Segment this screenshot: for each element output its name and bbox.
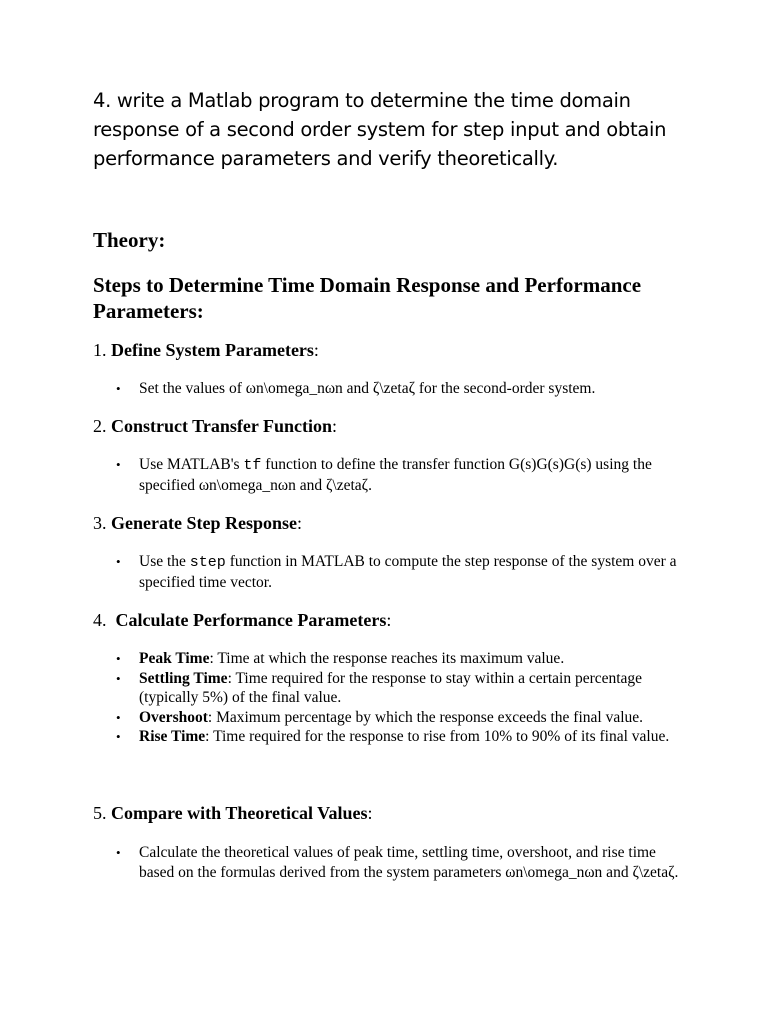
bullet-text: Set the values of ωn\omega_nωn and ζ\zetaζ for the second-order system. bbox=[139, 380, 596, 397]
list-item bbox=[116, 552, 681, 592]
step-number: 4. bbox=[93, 610, 107, 630]
step-5-title bbox=[93, 803, 373, 824]
step-title-text: Construct Transfer Function bbox=[111, 416, 333, 436]
term-overshoot: Overshoot bbox=[139, 708, 208, 726]
code-tf: tf bbox=[243, 457, 262, 474]
bullet-text-pre: Use MATLAB's bbox=[139, 456, 244, 473]
list-item bbox=[116, 669, 681, 708]
list-item bbox=[116, 379, 681, 399]
step-3-title bbox=[93, 513, 302, 534]
bullet-text-post: function in MATLAB to compute the step response of the system over a specified time vector. bbox=[139, 553, 677, 591]
step-title-text: Generate Step Response bbox=[111, 513, 297, 533]
term-description: : Time at which the response reaches its maximum value. bbox=[209, 650, 565, 667]
step-title-suffix: : bbox=[296, 513, 302, 533]
step-3-bullets bbox=[116, 552, 681, 592]
term-description: : Time required for the response to stay within a certain percentage (typically 5%) of the final value. bbox=[139, 669, 643, 706]
step-title-suffix: : bbox=[332, 416, 338, 436]
term-peak-time: Peak Time bbox=[139, 650, 210, 667]
list-item bbox=[116, 455, 681, 495]
question-text: 4. write a Matlab program to determine the time domain response of a second order system for step input and obtain performance parameters and verify theoretically. bbox=[93, 89, 667, 170]
term-description: : Time required for the response to rise from 10% to 90% of its final value. bbox=[205, 728, 670, 745]
step-title-suffix: : bbox=[313, 340, 319, 360]
step-4-bullets bbox=[116, 649, 681, 747]
term-rise-time: Rise Time bbox=[139, 728, 206, 745]
step-title-text: Define System Parameters bbox=[111, 340, 314, 360]
step-title-suffix: : bbox=[386, 610, 392, 630]
bullet-text: Calculate the theoretical values of peak time, settling time, overshoot, and rise time based on the formulas derived from the system parameters ωn\omega_nωn and ζ\zetaζ. bbox=[139, 844, 679, 881]
step-1-bullets bbox=[116, 379, 681, 399]
step-number: 3. bbox=[93, 513, 107, 533]
steps-heading: Steps to Determine Time Domain Response and Performance Parameters: bbox=[93, 273, 642, 323]
step-title-suffix: : bbox=[367, 803, 373, 823]
step-2-bullets bbox=[116, 455, 681, 495]
term-description: : Maximum percentage by which the response exceeds the final value. bbox=[207, 708, 644, 726]
bullet-text-pre: Use the bbox=[139, 553, 190, 570]
theory-heading: Theory: bbox=[93, 228, 166, 252]
step-number: 2. bbox=[93, 416, 107, 436]
step-number: 1. bbox=[93, 340, 107, 360]
step-5-bullets bbox=[116, 843, 681, 882]
bullet-text-post: function to define the transfer function G(s)G(s)G(s) using the specified ωn\omega_nωn and ζ\zetaζ. bbox=[139, 456, 652, 494]
list-item bbox=[116, 649, 681, 669]
code-step: step bbox=[189, 554, 226, 571]
step-2-title bbox=[93, 416, 337, 437]
step-number: 5. bbox=[93, 803, 107, 823]
term-settling-time: Settling Time bbox=[139, 669, 228, 687]
step-4-title bbox=[93, 610, 391, 631]
list-item bbox=[116, 727, 681, 747]
step-title-text: Compare with Theoretical Values bbox=[111, 803, 368, 823]
step-1-title bbox=[93, 340, 319, 361]
list-item bbox=[116, 843, 681, 882]
list-item bbox=[116, 708, 681, 728]
step-title-text: Calculate Performance Parameters bbox=[115, 610, 387, 630]
